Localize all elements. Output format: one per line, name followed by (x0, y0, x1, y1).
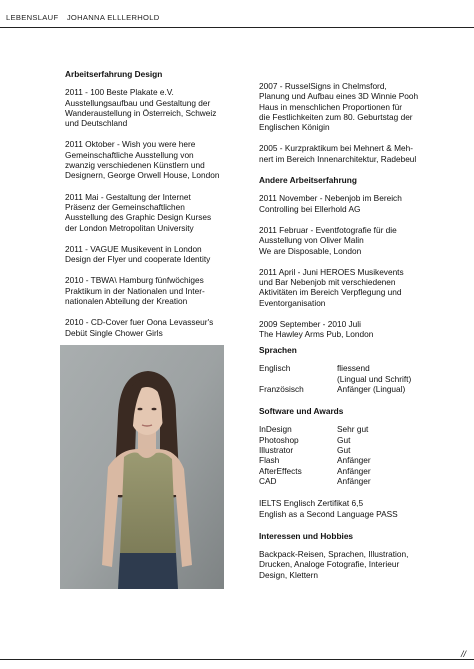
entry-line: nationalen Abteilung der Kreation (65, 296, 188, 307)
entry-line: die Festlichkeiten zum 80. Geburtstag der (259, 111, 413, 122)
skill-level: Anfänger (337, 455, 371, 466)
skill-row (259, 424, 427, 434)
experience-entry (65, 244, 231, 265)
software-section (259, 406, 427, 519)
entry-line: We are Disposable, London (259, 245, 362, 256)
footer-rule (0, 659, 474, 660)
skill-name: CAD (259, 475, 277, 486)
interests-line: Drucken, Analoge Fotografie, Interieur (259, 559, 400, 570)
entry-line: Designern, George Orwell House, London (65, 170, 220, 181)
page-mark: // (460, 649, 466, 659)
entry-line: Präsenz der Gemeinschaftlichen (65, 201, 185, 212)
other-experience-heading: Andere Arbeitserfahrung (259, 175, 357, 186)
entry-line: 2011 November - Nebenjob im Bereich (259, 193, 402, 204)
entry-line: 2011 - VAGUE Musikevent in London (65, 243, 202, 254)
design-experience-list-continued (259, 81, 427, 164)
interests-text (259, 549, 427, 580)
experience-entry (259, 81, 427, 132)
interests-heading: Interessen und Hobbies (259, 530, 354, 541)
header-name: JOHANNA ELLLERHOLD (66, 13, 160, 22)
skill-level: fliessend (337, 363, 370, 374)
portrait-photo (60, 345, 224, 589)
award-line: IELTS Englisch Zertifikat 6,5 (259, 498, 364, 509)
skill-name: InDesign (259, 424, 292, 435)
languages-list (259, 363, 427, 394)
design-experience-heading: Arbeitserfahrung Design (65, 69, 163, 79)
entry-line: Gemeinschaftliche Ausstellung von (65, 149, 194, 160)
entry-line: 2011 Oktober - Wish you were here (65, 139, 196, 150)
skill-row (259, 374, 427, 384)
skill-level: (Lingual und Schrift) (337, 373, 412, 384)
experience-entry (259, 143, 427, 164)
entry-line: Controlling bei Ellerhold AG (259, 203, 361, 214)
skill-row (259, 435, 427, 445)
entry-line: Haus in menschlichen Proportionen für (259, 101, 402, 112)
interests-line: Design, Klettern (259, 569, 319, 580)
skill-row (259, 445, 427, 455)
award-line: English as a Second Language PASS (259, 508, 398, 519)
entry-line: Design der Flyer und cooperate Identity (65, 254, 211, 265)
entry-line: 2011 April - Juni HEROES Musikevents (259, 266, 404, 277)
experience-entry (65, 139, 231, 180)
entry-line: 2011 Mai - Gestaltung der Internet (65, 191, 191, 202)
experience-entry (259, 225, 427, 256)
skill-row (259, 476, 427, 486)
experience-entry (259, 267, 427, 308)
interests-line: Backpack-Reisen, Sprachen, Illustration, (259, 549, 409, 560)
entry-line: Debüt Single Chower Girls (65, 327, 163, 338)
skill-row (259, 363, 427, 373)
header-section: LEBENSLAUF (6, 13, 59, 22)
skill-row (259, 455, 427, 465)
software-heading: Software und Awards (259, 406, 344, 417)
entry-line: Aktivitäten im Bereich Verpflegung und (259, 287, 402, 298)
skill-name: Photoshop (259, 434, 299, 445)
skill-level: Sehr gut (337, 424, 369, 435)
software-list (259, 424, 427, 486)
languages-heading: Sprachen (259, 345, 297, 355)
design-experience-column (65, 69, 231, 349)
entry-line: Eventorganisation (259, 297, 326, 308)
entry-line: 2010 - TBWA\ Hamburg fünfwöchiges (65, 275, 204, 286)
experience-entry (65, 87, 231, 128)
skill-level: Gut (337, 445, 351, 456)
page-header (6, 13, 166, 22)
entry-line: Ausstellung von Oliver Malin (259, 235, 364, 246)
skill-name: Flash (259, 455, 280, 466)
skill-name: Französisch (259, 383, 304, 394)
entry-line: 2011 Februar - Eventfotografie für die (259, 224, 397, 235)
skill-name (259, 374, 337, 384)
skill-row (259, 384, 427, 394)
entry-line: 2007 - RusselSigns in Chelmsford, (259, 81, 387, 91)
languages-section (259, 345, 427, 394)
skill-level: Gut (337, 434, 351, 445)
experience-entry (65, 275, 231, 306)
entry-line: Praktikum in der Nationalen und Inter- (65, 285, 205, 296)
entry-line: 2005 - Kurzpraktikum bei Mehnert & Meh- (259, 143, 414, 154)
entry-line: Ausstellungsaufbau und Gestaltung der (65, 97, 211, 108)
header-rule (0, 27, 474, 28)
skill-name: AfterEffects (259, 465, 302, 476)
experience-entry (65, 317, 231, 338)
experience-entry (259, 193, 427, 214)
experience-entry (65, 192, 231, 233)
entry-line: nert im Bereich Innenarchitektur, Radebeul (259, 153, 417, 164)
entry-line: Planung und Aufbau eines 3D Winnie Pooh (259, 91, 419, 102)
awards-list (259, 498, 427, 519)
entry-line: der London Metropolitan University (65, 222, 194, 233)
skill-row (259, 466, 427, 476)
experience-continued-column (259, 81, 427, 351)
entry-line: und Deutschland (65, 118, 128, 129)
skill-level: Anfänger (337, 475, 371, 486)
entry-line: Ausstellung des Graphic Design Kurses (65, 212, 212, 223)
design-experience-list (65, 87, 231, 338)
entry-line: 2011 - 100 Beste Plakate e.V. (65, 87, 174, 98)
entry-line: Englischen Königin (259, 122, 330, 133)
entry-line: und Bar Nebenjob mit verschiedenen (259, 277, 396, 288)
interests-section (259, 531, 427, 580)
entry-line: zwanzig verschiedenen Künstlern und (65, 160, 205, 171)
entry-line: 2010 - CD-Cover fuer Oona Levasseur's (65, 317, 214, 328)
entry-line: Wanderaustellung in Österreich, Schweiz (65, 107, 217, 118)
entry-line: The Hawley Arms Pub, London (259, 329, 374, 340)
skill-level: Anfänger (Lingual) (337, 383, 406, 394)
skill-name: Englisch (259, 363, 291, 374)
portrait-illustration (60, 345, 224, 589)
other-experience-list (259, 193, 427, 339)
skill-level: Anfänger (337, 465, 371, 476)
skills-column (259, 345, 427, 592)
entry-line: 2009 September - 2010 Juli (259, 319, 361, 330)
skill-name: Illustrator (259, 445, 294, 456)
experience-entry (259, 319, 427, 340)
